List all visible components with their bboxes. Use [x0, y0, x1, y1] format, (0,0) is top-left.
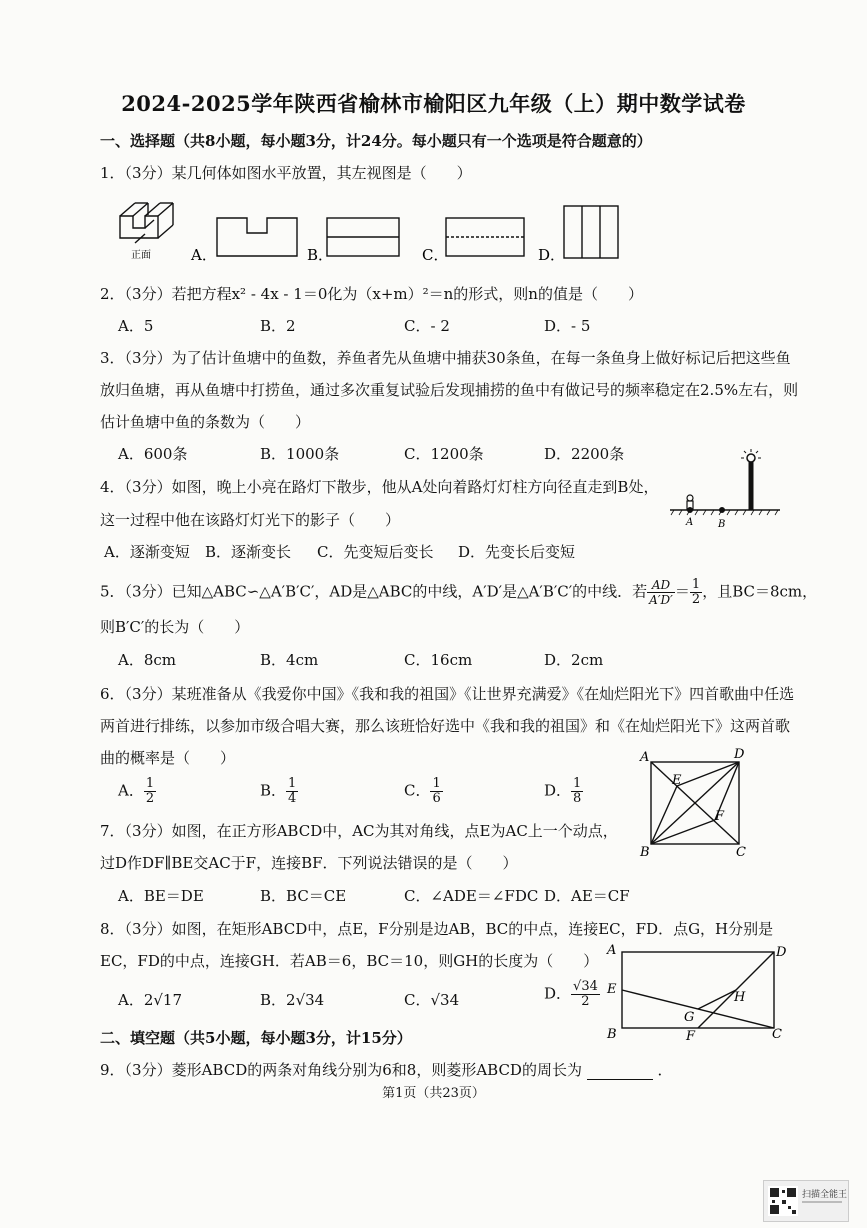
- q8-label-c: C: [772, 1027, 782, 1042]
- q8-line-2: EC，FD的中点，连接GH．若AB＝6，BC＝10，则GH的长度为（ ）: [100, 952, 599, 970]
- q6-option-a: [118, 777, 156, 806]
- q5-half-numerator: 1: [691, 577, 701, 592]
- q7-option-d: D．AE＝CF: [544, 887, 630, 905]
- q6-option-a-den: 2: [145, 791, 155, 806]
- q2-option-a: A．5: [118, 317, 154, 335]
- q6-option-c-den: 6: [432, 791, 441, 806]
- q8-label-d: D: [776, 945, 787, 960]
- q5-ratio-fraction: [647, 578, 675, 607]
- q9-answer-blank: [587, 1065, 653, 1080]
- q5-option-b: B．4cm: [260, 651, 319, 669]
- q9-stem: 9．（3分）菱形ABCD的两条对角线分别为6和8，则菱形ABCD的周长为: [100, 1061, 582, 1079]
- section-1-heading: 一、选择题（共8小题，每小题3分，计24分。每小题只有一个选项是符合题意的）: [100, 132, 652, 150]
- q7-square-figure: [636, 742, 756, 860]
- q7-label-a: A: [640, 750, 650, 765]
- q1-stem: 1．（3分）某几何体如图水平放置，其左视图是（ ）: [100, 164, 472, 182]
- q6-option-c-label: C．: [404, 781, 431, 800]
- q7-option-b: B．BC＝CE: [260, 887, 347, 905]
- q3-option-d: D．2200条: [544, 445, 625, 463]
- q4-line-1: 4．（3分）如图，晚上小亮在路灯下散步，他从A处向着路灯灯柱方向径直走到B处，: [100, 478, 659, 496]
- q5-line-1b: ，且BC＝8cm，: [702, 582, 818, 601]
- q8-label-b: B: [607, 1027, 617, 1042]
- q6-option-c-num: 1: [432, 776, 441, 791]
- scanner-watermark: [763, 1180, 849, 1222]
- q7-label-b: B: [640, 845, 650, 860]
- q1-option-b-label: B．: [307, 246, 334, 264]
- q4-label-b: B: [718, 519, 726, 530]
- q6-option-d-num: 1: [573, 776, 582, 791]
- q6-line-3: 曲的概率是（ ）: [100, 749, 236, 767]
- q5-option-d: D．2cm: [544, 651, 604, 669]
- q8-option-b: B．2√34: [260, 991, 325, 1009]
- q5-option-a: A．8cm: [118, 651, 177, 669]
- q6-option-c: [404, 777, 443, 806]
- q8-label-g: G: [684, 1010, 695, 1025]
- q8-option-a: A．2√17: [118, 991, 183, 1009]
- q6-option-a-fraction: [144, 777, 156, 806]
- q8-label-f: F: [686, 1029, 696, 1044]
- q1-front-label: 正面: [131, 250, 151, 261]
- q6-option-a-label: A．: [118, 781, 144, 800]
- q8-option-d-label: D．: [544, 984, 572, 1003]
- q6-line-2: 两首进行排练，以参加市级合唱大赛，那么该班恰好选中《我和我的祖国》和《在灿烂阳光下》这两首歌: [100, 717, 791, 735]
- q1-option-c-shape: [446, 218, 524, 256]
- q1-option-a-shape: [217, 218, 297, 256]
- q6-option-d-label: D．: [544, 781, 572, 800]
- q5-half-denominator: 2: [691, 592, 701, 607]
- q1-option-d-label: D．: [538, 246, 566, 264]
- q6-option-a-num: 1: [145, 776, 155, 791]
- q5-equals: ＝: [674, 582, 690, 601]
- q6-option-b: [260, 777, 298, 806]
- q1-option-d-shape: [564, 206, 618, 258]
- q5-line-2: 则B′C′的长为（ ）: [100, 618, 250, 636]
- q7-label-d: D: [734, 747, 745, 762]
- q8-option-d-fraction: [571, 980, 600, 1009]
- q6-line-1: 6．（3分）某班准备从《我爱你中国》《我和我的祖国》《让世界充满爱》《在灿烂阳光下》四首歌曲中任选: [100, 685, 795, 703]
- q4-option-c: C．先变短后变长: [317, 543, 434, 561]
- section-2-heading: 二、填空题（共5小题，每小题3分，计15分）: [100, 1029, 412, 1047]
- q9-end: ．: [657, 1061, 673, 1079]
- q7-option-c: C．∠ADE＝∠FDC: [404, 887, 539, 905]
- q8-rectangle-figure: [600, 938, 790, 1048]
- q5-ratio-denominator: A′D′: [649, 593, 673, 607]
- q4-line-2: 这一过程中他在该路灯灯光下的影子（ ）: [100, 511, 401, 529]
- q8-label-e: E: [607, 982, 617, 997]
- q5-ratio-numerator: AD: [647, 578, 675, 593]
- q7-label-e: E: [672, 773, 682, 788]
- q9-line: [100, 1059, 673, 1080]
- q5-half-fraction: [690, 578, 702, 607]
- q6-option-b-label: B．: [260, 781, 287, 800]
- q8-option-d-num: √34: [573, 979, 598, 994]
- q6-option-b-fraction: [286, 777, 298, 806]
- page-footer: 第1页（共23页）: [382, 1086, 485, 1101]
- q2-option-d: D．- 5: [544, 317, 591, 335]
- watermark-text: 扫描全能王: [802, 1190, 848, 1200]
- q8-line-1: 8．（3分）如图，在矩形ABCD中，点E，F分别是边AB，BC的中点，连接EC，FD．点G，H分别是: [100, 920, 774, 938]
- q2-option-b: B．2: [260, 317, 296, 335]
- q7-line-1: 7．（3分）如图，在正方形ABCD中，AC为其对角线，点E为AC上一个动点，: [100, 822, 618, 840]
- q7-label-c: C: [736, 845, 746, 860]
- q7-option-a: A．BE＝DE: [118, 887, 204, 905]
- q8-label-h: H: [734, 990, 746, 1005]
- q6-option-d: [544, 777, 583, 806]
- q8-option-d-den: 2: [581, 994, 590, 1009]
- q3-line-1: 3．（3分）为了估计鱼塘中的鱼数，养鱼者先从鱼塘中捕获30条鱼，在每一条鱼身上做好标记后把这些鱼: [100, 349, 791, 367]
- q8-label-a: A: [607, 943, 617, 958]
- q6-option-b-den: 4: [288, 791, 297, 806]
- q1-option-a-label: A．: [191, 246, 217, 264]
- q1-option-c-label: C．: [422, 246, 449, 264]
- q7-label-f: F: [715, 809, 725, 824]
- q1-option-b-shape: [327, 218, 399, 256]
- q5-option-c: C．16cm: [404, 651, 473, 669]
- q4-label-a: A: [686, 517, 694, 528]
- q6-option-c-fraction: [430, 777, 442, 806]
- q3-line-3: 估计鱼塘中鱼的条数为（ ）: [100, 413, 311, 431]
- q2-option-c: C．- 2: [404, 317, 450, 335]
- q1-figures: [105, 188, 795, 266]
- q2-stem: 2．（3分）若把方程x² - 4x - 1＝0化为（x+m）²＝n的形式，则n的值是（ ）: [100, 285, 643, 303]
- q1-solid-figure: [120, 203, 173, 243]
- page-title: 2024-2025学年陕西省榆林市榆阳区九年级（上）期中数学试卷: [121, 91, 746, 116]
- q3-option-a: A．600条: [118, 445, 188, 463]
- q3-option-c: C．1200条: [404, 445, 484, 463]
- q6-option-d-fraction: [571, 777, 583, 806]
- q4-option-a: A．逐渐变短: [104, 543, 190, 561]
- qr-code-icon: [768, 1186, 798, 1216]
- q3-line-2: 放归鱼塘，再从鱼塘中打捞鱼，通过多次重复试验后发现捕捞的鱼中有做记号的频率稳定在2.5%左右，则: [100, 381, 799, 399]
- q6-option-b-num: 1: [288, 776, 297, 791]
- watermark-subtitle-line: [802, 1201, 842, 1203]
- q5-line-1a: 5．（3分）已知△ABC∽△A′B′C′，AD是△ABC的中线，A′D′是△A′B′C′的中线．若: [100, 582, 648, 601]
- q8-option-d: [544, 980, 600, 1009]
- q6-option-d-den: 8: [573, 791, 582, 806]
- q4-streetlight-figure: [668, 448, 783, 530]
- q4-option-d: D．先变长后变短: [458, 543, 576, 561]
- q8-option-c: C．√34: [404, 991, 460, 1009]
- q4-option-b: B．逐渐变长: [205, 543, 292, 561]
- q3-option-b: B．1000条: [260, 445, 340, 463]
- q7-line-2: 过D作DF∥BE交AC于F，连接BF．下列说法错误的是（ ）: [100, 854, 518, 872]
- q5-line-1: [100, 578, 817, 607]
